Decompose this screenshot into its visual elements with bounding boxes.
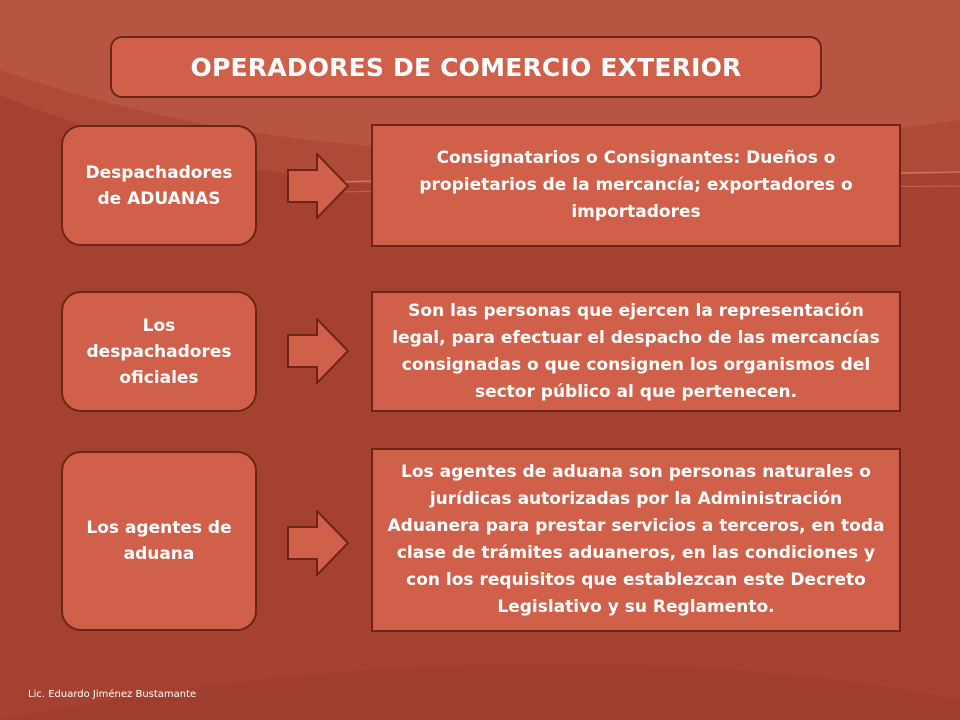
page-title: OPERADORES DE COMERCIO EXTERIOR <box>110 36 822 98</box>
right-box-representacion-legal: Son las personas que ejercen la representación legal, para efectuar el despacho de las mercancías consignadas o que consignen los organismos del sector público al que pertenecen. <box>371 291 901 412</box>
right-arrow-icon <box>287 318 349 384</box>
right-box-agentes-definicion: Los agentes de aduana son personas naturales o jurídicas autorizadas por la Administración Aduanera para prestar servicios a terceros, en toda clase de trámites aduaneros, en las condiciones y con los requisitos que establezcan este Decreto Legislativo y su Reglamento. <box>371 448 901 632</box>
right-arrow-icon <box>287 510 349 576</box>
left-box-despachadores-aduanas: Despachadores de ADUANAS <box>61 125 257 246</box>
right-box-consignatarios: Consignatarios o Consignantes: Dueños o propietarios de la mercancía; exportadores o importadores <box>371 124 901 247</box>
footer-author: Lic. Eduardo Jiménez Bustamante <box>28 689 197 700</box>
left-box-agentes-aduana: Los agentes de aduana <box>61 451 257 631</box>
left-box-despachadores-oficiales: Los despachadores oficiales <box>61 291 257 412</box>
right-arrow-icon <box>287 153 349 219</box>
